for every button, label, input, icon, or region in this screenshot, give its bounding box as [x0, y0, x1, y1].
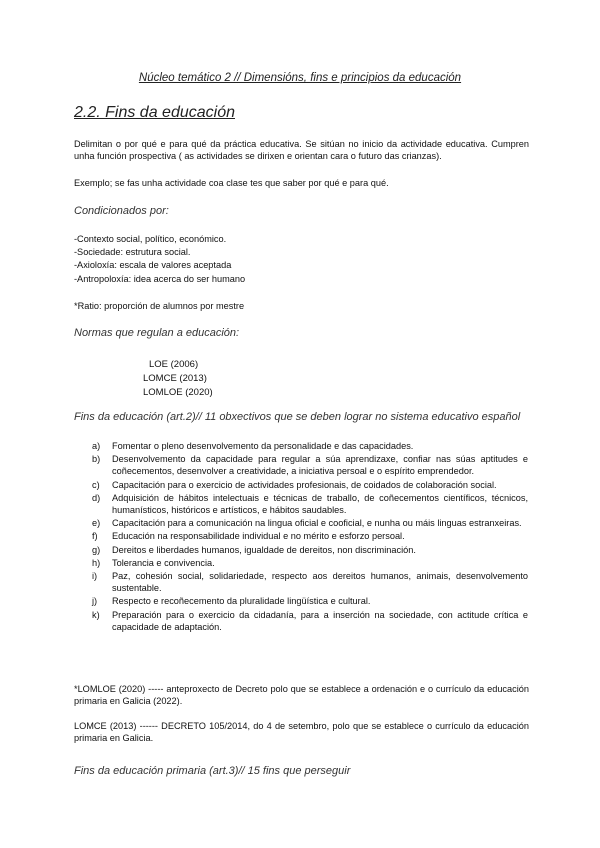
goal-text: Dereitos e liberdades humanos, igualdade de dereitos, non discriminación.	[112, 544, 416, 555]
list-item	[92, 479, 528, 491]
lomce-note: LOMCE (2013) ------ DECRETO 105/2014, do 4 de setembro, polo que se establece o currículo da educación primaria en Galicia.	[74, 721, 529, 744]
goal-text: Adquisición de hábitos intelectuais e técnicas de traballo, de coñecementos científicos, técnicos, humanísticos, históricos e artísticos, e hábitos saudables.	[112, 492, 528, 516]
list-item	[92, 453, 528, 477]
lomloe-note: *LOMLOE (2020) ----- anteproxecto de Decreto polo que se establece a ordenación e o currículo da educación primaria en Galicia (2022).	[74, 684, 529, 707]
goal-text: Paz, cohesión social, solidariedade, respecto aos dereitos humanos, animais, desenvolvemento sustentable.	[112, 571, 528, 594]
list-marker: f)	[92, 531, 98, 542]
goals-heading: Fins da educación (art.2)// 11 obxectivos que se deben lograr no sistema educativo español	[74, 411, 521, 423]
example-paragraph: Exemplo; se fas unha actividade coa clase tes que saber por qué e para qué.	[74, 178, 389, 188]
list-item	[92, 557, 528, 569]
list-marker: a)	[92, 441, 101, 451]
primary-heading: Fins da educación primaria (art.3)// 15 fins que perseguir	[74, 765, 351, 777]
list-item	[92, 492, 528, 516]
conditions-list	[74, 233, 245, 286]
list-marker: i)	[92, 571, 98, 582]
goal-text: Educación na responsabilidade individual e no mérito e esforzo persoal.	[112, 531, 405, 542]
intro-paragraph: Delimitan o por qué e para qué da práctica educativa. Se sitúan no inicio da actividade educativa. Cumpren unha función prospectiva ( as actividades se dirixen e orientan cara o futuro das crianzas).	[74, 139, 529, 162]
law-loe: LOE (2006)	[149, 359, 199, 370]
list-marker: g)	[92, 544, 101, 555]
goal-text: Tolerancia e convivencia.	[112, 557, 215, 568]
list-marker: d)	[92, 492, 101, 503]
list-item	[92, 544, 528, 556]
list-item	[92, 440, 528, 452]
list-item: -Axioloxía: escala de valores aceptada	[74, 260, 232, 271]
list-marker: b)	[92, 454, 101, 465]
list-item	[92, 570, 528, 594]
law-lomce: LOMCE (2013)	[143, 373, 207, 384]
list-item: -Antropoloxía: idea acerca do ser humano	[74, 273, 246, 284]
norms-heading: Normas que regulan a educación:	[74, 327, 240, 339]
ratio-note: *Ratio: proporción de alumnos por mestre	[74, 301, 245, 311]
goal-text: Desenvolvemento da capacidade para regular a súa aprendizaxe, confiar nas súas aptitudes e coñecementos, desenvolver a creatividade, a iniciativa persoal e o espírito emprendedor.	[112, 454, 528, 477]
list-item: -Contexto social, político, económico.	[74, 234, 227, 244]
goals-list	[92, 440, 528, 634]
list-marker: c)	[92, 479, 100, 490]
list-marker: k)	[92, 609, 100, 620]
goal-text: Capacitación para o exercicio de actividades profesionais, de coidados de colaboración social.	[112, 479, 497, 490]
document-header: Núcleo temático 2 // Dimensións, fins e principios da educación	[138, 72, 462, 84]
list-item	[92, 517, 528, 529]
law-lomloe: LOMLOE (2020)	[143, 387, 213, 398]
list-item	[92, 595, 528, 607]
section-title: 2.2. Fins da educación	[74, 104, 235, 121]
goal-text: Preparación para o exercicio da cidadanía, para a inserción na sociedade, con actitude crítica e capacidade de adaptación.	[112, 609, 528, 632]
list-marker: e)	[92, 518, 101, 529]
list-item	[92, 530, 528, 542]
list-marker: j)	[92, 596, 98, 607]
goal-text: Capacitación para a comunicación na lingua oficial e cooficial, e nunha ou máis linguas estranxeiras.	[112, 518, 522, 529]
list-item: -Sociedade: estrutura social.	[74, 247, 191, 258]
conditions-heading: Condicionados por:	[74, 205, 169, 217]
goal-text: Respecto e recoñecemento da pluralidade lingüística e cultural.	[112, 596, 371, 607]
list-marker: h)	[92, 557, 101, 568]
list-item	[92, 609, 528, 633]
goal-text: Fomentar o pleno desenvolvemento da personalidade e das capacidades.	[112, 441, 414, 451]
